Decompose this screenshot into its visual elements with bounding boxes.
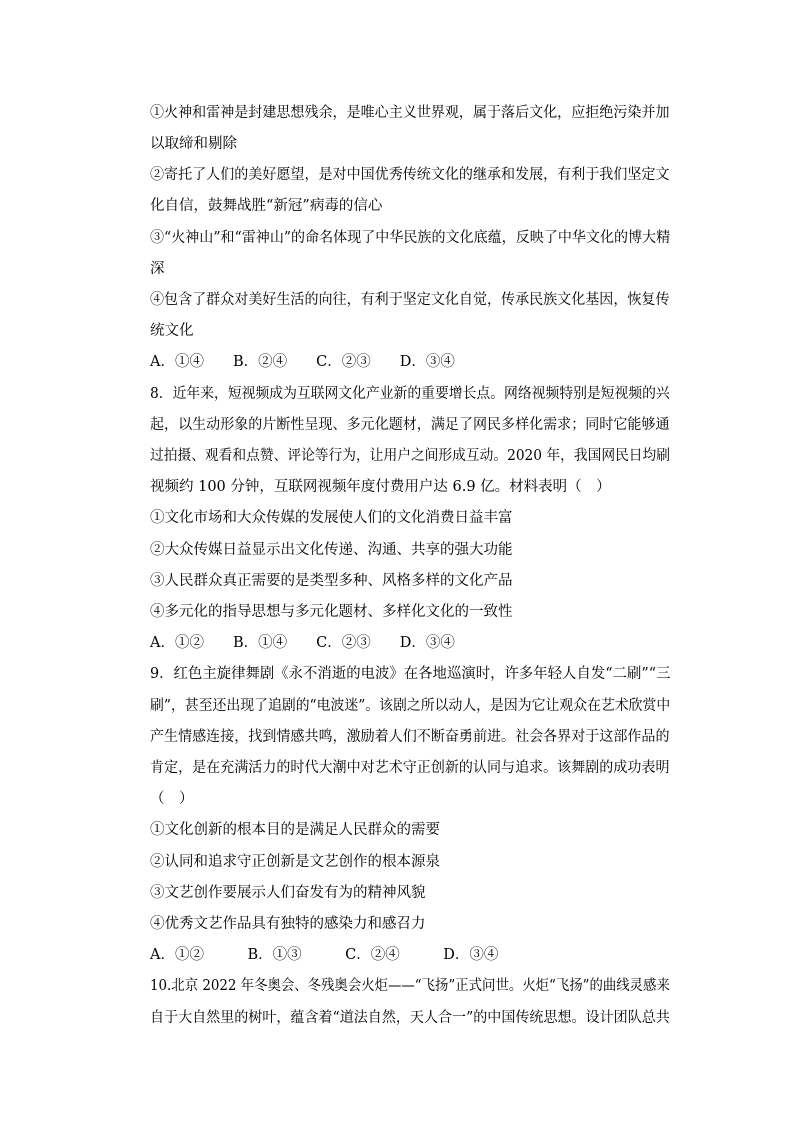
text-line: ②寄托了人们的美好愿望，是对中国优秀传统文化的继承和发展，有利于我们坚定文 <box>150 167 670 183</box>
answer-options: A．①④ B．②④ C．②③ D．③④ <box>150 354 455 370</box>
option-statement: ④多元化的指导思想与多元化题材、多样化文化的一致性 <box>150 604 513 620</box>
text-line: 深 <box>150 261 165 277</box>
answer-options: A．①② B．①④ C．②③ D．③④ <box>150 635 455 651</box>
question-text: 肯定，是在充满活力的时代大潮中对艺术守正创新的认同与追求。该舞剧的成功表明 <box>150 760 670 776</box>
question-text: 产生情感连接，找到情感共鸣，激励着人们不断奋勇前进。社会各界对于这部作品的 <box>150 729 670 745</box>
option-statement: ③文艺创作要展示人们奋发有为的精神风貌 <box>150 885 426 901</box>
question-text: 自于大自然里的树叶，蕴含着“道法自然，天人合一”的中国传统思想。设计团队总共 <box>150 1010 670 1026</box>
question-text: （ ） <box>150 791 194 807</box>
question-text: 起，以生动形象的片断性呈现、多元化题材，满足了网民多样化需求；同时它能够通 <box>150 417 670 433</box>
text-line: 化自信，鼓舞战胜“新冠”病毒的信心 <box>150 198 383 214</box>
question-text: 过拍摄、观看和点赞、评论等行为，让用户之间形成互动。2020 年，我国网民日均刷 <box>150 448 671 464</box>
option-statement: ②认同和追求守正创新是文艺创作的根本源泉 <box>150 854 440 870</box>
question-text: 8．近年来，短视频成为互联网文化产业新的重要增长点。网络视频特别是短视频的兴 <box>150 386 670 402</box>
question-text: 9．红色主旋律舞剧《永不消逝的电波》在各地巡演时，许多年轻人自发“二刷”“三 <box>150 666 671 682</box>
text-line: 统文化 <box>150 323 194 339</box>
text-line: ①火神和雷神是封建思想残余，是唯心主义世界观，属于落后文化，应拒绝污染并加 <box>150 105 670 121</box>
question-text: 10.北京 2022 年冬奥会、冬残奥会火炬——“飞扬”正式问世。火炬“飞扬”的曲线灵感来 <box>150 978 670 994</box>
answer-options: A．①② B．①③ C．②④ D．③④ <box>150 947 499 963</box>
text-line: ③“火神山”和“雷神山”的命名体现了中华民族的文化底蕴，反映了中华文化的博大精 <box>150 230 671 246</box>
question-text: 刷”，甚至还出现了追剧的“电波迷”。该剧之所以动人，是因为它让观众在艺术欣赏中 <box>150 698 671 714</box>
option-statement: ③人民群众真正需要的是类型多种、风格多样的文化产品 <box>150 573 513 589</box>
question-text: 视频约 100 分钟，互联网视频年度付费用户达 6.9 亿。材料表明（ ） <box>150 479 611 495</box>
option-statement: ①文化市场和大众传媒的发展使人们的文化消费日益丰富 <box>150 510 513 526</box>
option-statement: ④优秀文艺作品具有独特的感染力和感召力 <box>150 916 426 932</box>
text-line: ④包含了群众对美好生活的向往，有利于坚定文化自觉，传承民族文化基因，恢复传 <box>150 292 670 308</box>
option-statement: ②大众传媒日益显示出文化传递、沟通、共享的强大功能 <box>150 542 513 558</box>
text-line: 以取缔和剔除 <box>150 136 237 152</box>
option-statement: ①文化创新的根本目的是满足人民群众的需要 <box>150 822 440 838</box>
